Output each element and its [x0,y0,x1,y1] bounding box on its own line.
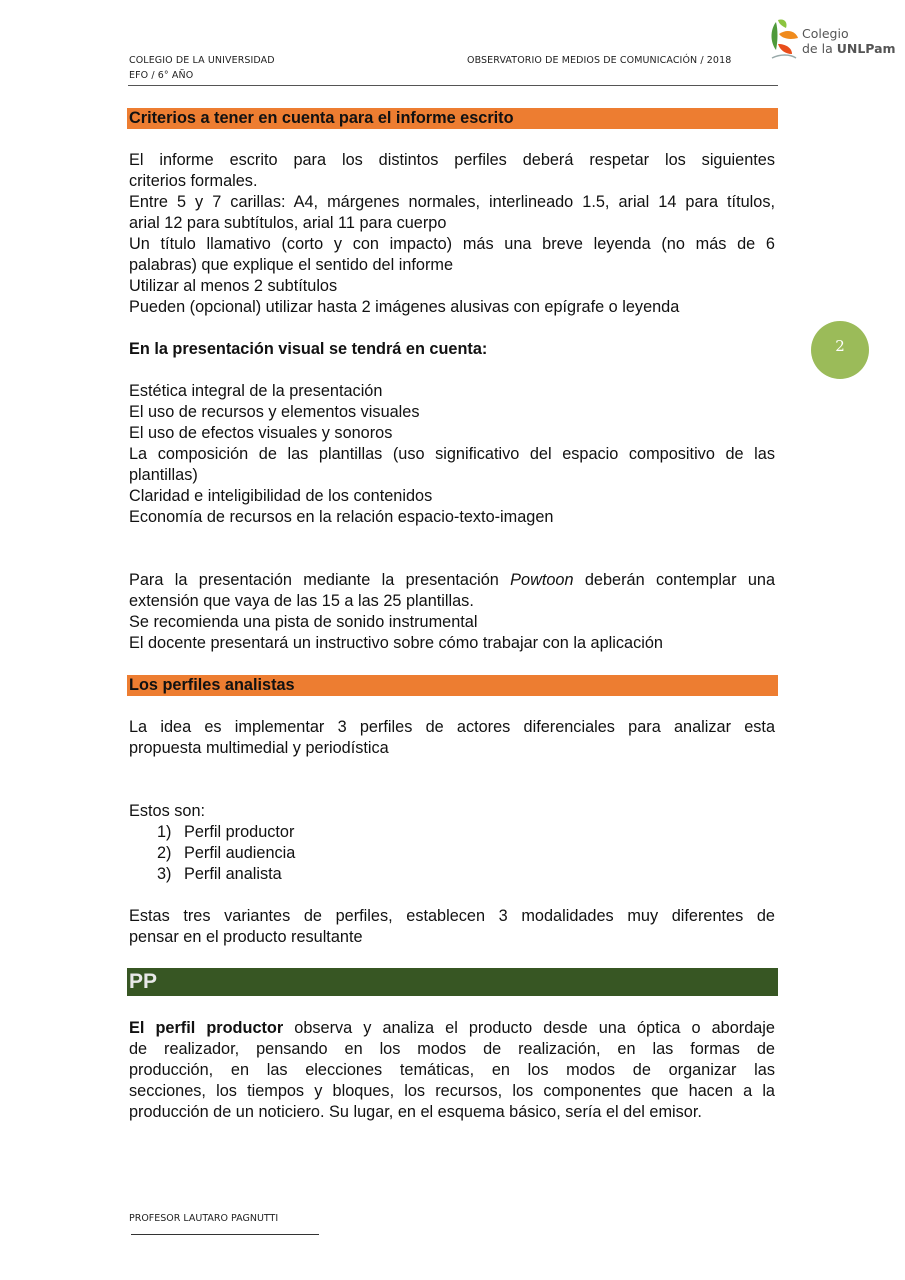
profiles-intro-line2: propuesta multimedial y periodística [129,739,389,757]
section-heading-criteria: Criterios a tener en cuenta para el informe escrito [127,108,778,129]
list-item [129,843,775,864]
list-label: Perfil productor [184,823,295,841]
page-number-badge: 2 [811,321,869,379]
college-logo [768,14,896,64]
logo-line2b: UNLPam [836,41,896,56]
section-heading-profiles: Los perfiles analistas [127,675,778,696]
powtoon-line2: extensión que vaya de las 15 a las 25 plantillas. [129,592,474,610]
powtoon-line4: El docente presentará un instructivo sobre cómo trabajar con la aplicación [129,634,663,652]
profiles-outro-line2: pensar en el producto resultante [129,928,363,946]
criteria-item-2-line2: palabras) que explique el sentido del informe [129,256,454,274]
profiles-outro [129,906,775,948]
visual-item: Estética integral de la presentación [129,382,383,400]
profiles-outro-line1: Estas tres variantes de perfiles, establecen 3 modalidades muy diferentes de [129,907,775,925]
criteria-item-4: Pueden (opcional) utilizar hasta 2 imágenes alusivas con epígrafe o leyenda [129,298,680,316]
producer-profile-paragraph [129,1018,775,1123]
header-course: EFO / 6° AÑO [129,70,194,81]
list-number: 1) [157,823,172,841]
leaf-logo-icon [768,14,802,64]
logo-line1: Colegio [802,26,849,41]
footer-author: PROFESOR LAUTARO PAGNUTTI [129,1213,279,1224]
producer-bold-lead: El perfil productor [129,1019,284,1037]
visual-item: El uso de recursos y elementos visuales [129,403,420,421]
footer-divider [131,1234,319,1235]
visual-list [129,381,775,528]
profiles-intro [129,717,775,759]
list-label: Perfil analista [184,865,282,883]
header-project: OBSERVATORIO DE MEDIOS DE COMUNICACIÓN / 2018 [467,55,732,66]
criteria-intro-line2: criterios formales. [129,172,258,190]
producer-line3: producción, en las elecciones temáticas, en los modos de organizar las [129,1061,775,1079]
list-number: 2) [157,844,172,862]
list-item [129,864,775,885]
producer-line2: de realizador, pensando en los modos de realización, en las formas de [129,1040,775,1058]
header-divider [128,85,778,86]
criteria-item-3: Utilizar al menos 2 subtítulos [129,277,338,295]
profiles-list [129,822,775,885]
powtoon-line1-pre: Para la presentación mediante la presentación [129,571,511,589]
producer-line5: producción de un noticiero. Su lugar, en el esquema básico, sería el del emisor. [129,1103,702,1121]
powtoon-name: Powtoon [510,571,574,589]
profiles-intro-line1: La idea es implementar 3 perfiles de actores diferenciales para analizar esta [129,718,775,736]
producer-line4: secciones, los tiempos y bloques, los recursos, los componentes que hacen a la [129,1082,775,1100]
list-item [129,822,775,843]
powtoon-line3: Se recomienda una pista de sonido instrumental [129,613,478,631]
profiles-list-intro: Estos son: [129,802,206,820]
visual-item: Claridad e inteligibilidad de los contenidos [129,487,433,505]
visual-item: plantillas) [129,466,198,484]
producer-line1-rest: observa y analiza el producto desde una óptica o abordaje [283,1019,775,1037]
visual-item: El uso de efectos visuales y sonoros [129,424,393,442]
criteria-block [129,150,775,318]
list-label: Perfil audiencia [184,844,296,862]
header-school: COLEGIO DE LA UNIVERSIDAD [129,55,275,66]
visual-item: Economía de recursos en la relación espacio-texto-imagen [129,508,554,526]
powtoon-line1-post: deberán contemplar una [573,571,775,589]
visual-heading: En la presentación visual se tendrá en cuenta: [129,340,488,358]
producer-line1 [129,1018,775,1039]
criteria-item-1-line2: arial 12 para subtítulos, arial 11 para cuerpo [129,214,447,232]
section-heading-pp: PP [127,968,778,996]
visual-block [129,339,775,360]
criteria-item-1-line1: Entre 5 y 7 carillas: A4, márgenes normales, interlineado 1.5, arial 14 para títulos, [129,193,775,211]
powtoon-block [129,570,775,654]
powtoon-line1 [129,570,775,591]
list-number: 3) [157,865,172,883]
logo-line2a: de la [802,41,837,56]
visual-item: La composición de las plantillas (uso significativo del espacio compositivo de las [129,445,775,463]
criteria-item-2-line1: Un título llamativo (corto y con impacto) más una breve leyenda (no más de 6 [129,235,775,253]
criteria-intro-line1: El informe escrito para los distintos perfiles deberá respetar los siguientes [129,151,775,169]
profiles-list-block [129,801,775,885]
